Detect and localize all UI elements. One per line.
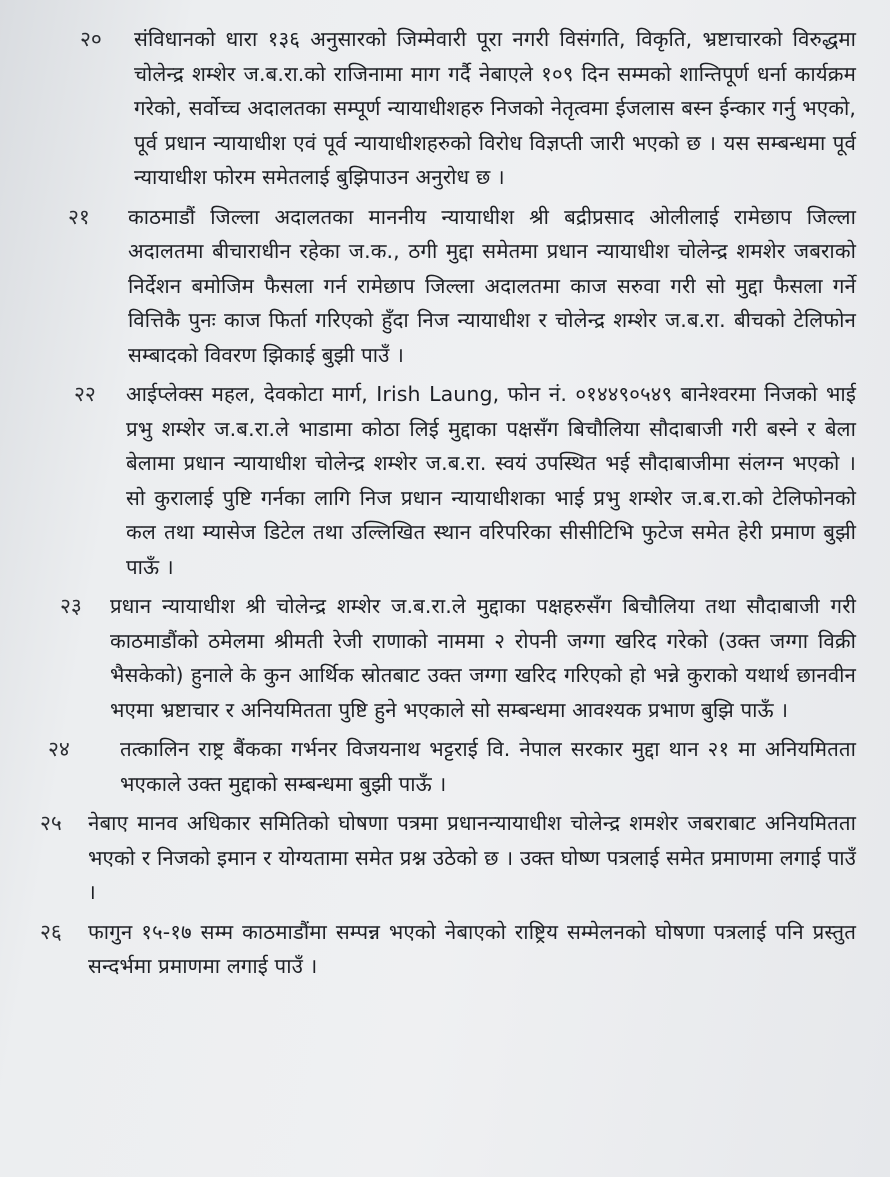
list-item-25: [40, 806, 856, 910]
list-item-26: [40, 915, 856, 984]
item-number: २०: [80, 27, 102, 51]
item-text: काठमाडौं जिल्ला अदालतका माननीय न्यायाधीश श्री बद्रीप्रसाद ओलीलाई रामेछाप जिल्ला अदालतमा बीचाराधीन रहेका ज.क., ठगी मुद्दा समेतमा प्रधान न्यायाधीश चोलेन्द्र शमशेर जबराको निर्देशन बमोजिम फैसला गर्न रामेछाप जिल्ला अदालतमा काज सरुवा गरी सो मुद्दा फैसला गर्ने वित्तिकै पुनः काज फिर्ता गरिएको हुँदा निज न्यायाधीश र चोलेन्द्र शम्शेर ज.ब.रा. बीचको टेलिफोन सम्बादको विवरण झिकाई बुझी पाउँ ।: [128, 204, 856, 367]
item-text: नेबाए मानव अधिकार समितिको घोषणा पत्रमा प्रधानन्यायाधीश चोलेन्द्र शमशेर जबराबाट अनियमितता भएको र निजको इमान र योग्यतामा समेत प्रश्न उठेको छ । उक्त घोष्ण पत्रलाई समेत प्रमाणमा लगाई पाउँ ।: [88, 811, 856, 904]
list-item-20: [80, 22, 856, 195]
item-number: २२: [74, 382, 96, 406]
item-text: तत्कालिन राष्ट्र बैंकका गर्भनर विजयनाथ भट्टराई वि. नेपाल सरकार मुद्दा थान २१ मा अनियमितता भएकाले उक्त मुद्दाको सम्बन्धमा बुझी पाऊँ ।: [120, 737, 856, 796]
item-number: २१: [68, 204, 90, 229]
item-number: २५: [40, 811, 62, 835]
list-item-24: [48, 732, 856, 801]
item-text: फागुन १५-१७ सम्म काठमाडौंमा सम्पन्न भएको नेबाएको राष्ट्रिय सम्मेलनको घोषणा पत्रलाई पनि प्रस्तुत सन्दर्भमा प्रमाणमा लगाई पाउँ ।: [88, 919, 856, 978]
list-item-21: [68, 200, 856, 373]
list-item-22: [74, 377, 856, 584]
item-number: २६: [40, 919, 62, 944]
item-number: २४: [48, 737, 70, 761]
item-text: प्रधान न्यायाधीश श्री चोलेन्द्र शम्शेर ज.ब.रा.ले मुद्दाका पक्षहरुसँग बिचौलिया तथा सौदाबाजी गरी काठमाडौंको ठमेलमा श्रीमती रेजी राणाको नाममा २ रोपनी जग्गा खरिद गरेको (उक्त जग्गा विक्री भैसकेको) हुनाले के कुन आर्थिक स्रोतबाट उक्त जग्गा खरिद गरिएको हो भन्ने कुराको यथार्थ छानवीन भएमा भ्रष्टाचार र अनियमितता पुष्टि हुने भएकाले सो सम्बन्धमा आवश्यक प्रभाण बुझि पाऊँ ।: [110, 594, 856, 722]
item-text: संविधानको धारा १३६ अनुसारको जिम्मेवारी पूरा नगरी विसंगति, विकृति, भ्रष्टाचारको विरुद्धमा चोलेन्द्र शम्शेर ज.ब.रा.को राजिनामा माग गर्दै नेबाएले १०९ दिन सम्मको शान्तिपूर्ण धर्ना कार्यक्रम गरेको, सर्वोच्च अदालतका सम्पूर्ण न्यायाधीशहरु निजको नेतृत्वमा ईजलास बस्न ईन्कार गर्नु भएको, पूर्व प्रधान न्यायाधीश एवं पूर्व न्यायाधीशहरुको विरोध विज्ञप्ती जारी भएको छ । यस सम्बन्धमा पूर्व न्यायाधीश फोरम समेतलाई बुझिपाउन अनुरोध छ ।: [134, 27, 856, 189]
item-number: २३: [60, 594, 82, 618]
list-item-23: [60, 589, 856, 727]
item-text: आईप्लेक्स महल, देवकोटा मार्ग, Irish Laung, फोन नं. ०१४४९०५४९ बानेश्वरमा निजको भाई प्रभु शम्शेर ज.ब.रा.ले भाडामा कोठा लिई मुद्दाका पक्षसँग बिचौलिया सौदाबाजी गरी बस्ने र बेला बेलामा प्रधान न्यायाधीश चोलेन्द्र शम्शेर ज.ब.रा. स्वयं उपस्थित भई सौदाबाजीमा संलग्न भएको । सो कुरालाई पुष्टि गर्नका लागि निज प्रधान न्यायाधीशका भाई प्रभु शम्शेर ज.ब.रा.को टेलिफोनको कल तथा म्यासेज डिटेल तथा उल्लिखित स्थान वरिपरिका सीसीटिभि फुटेज समेत हेरी प्रमाण बुझी पाऊँ ।: [126, 382, 856, 579]
